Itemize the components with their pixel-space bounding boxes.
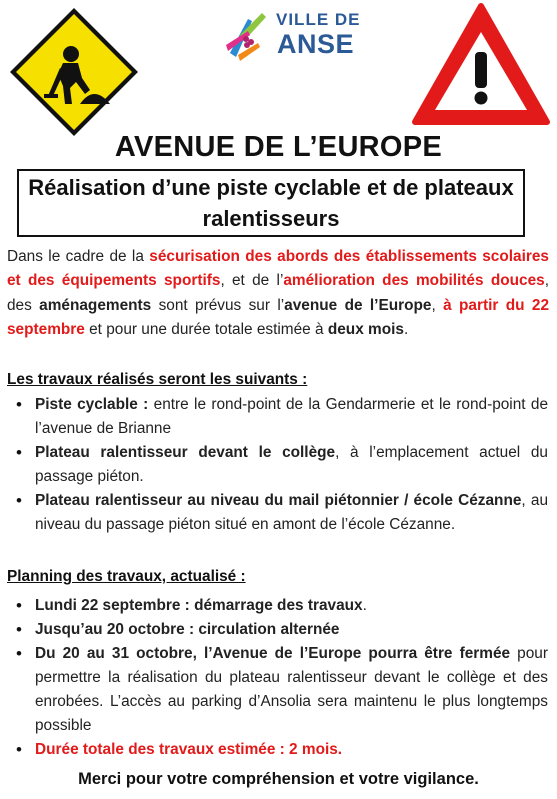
logo-line1: VILLE DE bbox=[276, 10, 361, 29]
list-item-title: Plateau ralentisseur devant le collège bbox=[35, 444, 336, 461]
list-item bbox=[10, 594, 548, 618]
intro-highlight: amélioration des mobilités douces bbox=[283, 272, 545, 290]
list-item-title: Piste cyclable : bbox=[35, 396, 149, 413]
intro-emphasis: deux mois bbox=[327, 320, 404, 338]
list-item-text: entre le rond-point de la Gendarmerie et le rond-point de l’avenue de Brianne bbox=[35, 396, 549, 437]
list-item-text: , au niveau du passage piéton situé en amont de l’école Cézanne. bbox=[35, 492, 548, 533]
planning-heading: Planning des travaux, actualisé : bbox=[7, 568, 246, 585]
logo-line2: ANSE bbox=[277, 29, 355, 59]
list-item-text: . bbox=[362, 597, 367, 614]
list-item bbox=[10, 738, 548, 762]
warning-triangle-icon bbox=[411, 2, 551, 128]
planning-list bbox=[10, 594, 548, 762]
list-item-text: pour permettre la réalisation du plateau ralentisseur devant le collège et des enrobées. L’accès au parking d’Ansolia sera maintenu le plus longtemps possible bbox=[35, 645, 548, 734]
roadworks-sign-icon bbox=[8, 6, 140, 138]
list-item-text: , à l’emplacement actuel du passage piéton. bbox=[35, 444, 548, 485]
intro-paragraph bbox=[7, 245, 549, 342]
intro-text: et pour une durée totale estimée à bbox=[84, 320, 328, 338]
list-item bbox=[10, 642, 548, 738]
closing-message: Merci pour votre compréhension et votre vigilance. bbox=[78, 770, 479, 788]
intro-text: . bbox=[403, 320, 409, 338]
intro-highlight: sécurisation des abords des établissements scolaires et des équipements sportifs bbox=[7, 248, 549, 290]
subtitle-box bbox=[17, 169, 525, 237]
list-item bbox=[10, 489, 548, 537]
list-item-title: Plateau ralentisseur au niveau du mail piétonnier / école Cézanne bbox=[35, 492, 522, 509]
intro-text: , et de l’ bbox=[220, 272, 284, 290]
intro-emphasis: aménagements bbox=[39, 296, 152, 314]
list-item-title: Jusqu’au 20 octobre : circulation alternée bbox=[35, 621, 340, 638]
page-title: AVENUE DE L’EUROPE bbox=[114, 131, 443, 163]
list-item-title: Lundi 22 septembre : démarrage des travaux bbox=[35, 597, 363, 614]
intro-text: sont prévus sur l’ bbox=[151, 296, 285, 314]
total-duration: Durée totale des travaux estimée : 2 mois. bbox=[35, 741, 343, 758]
intro-highlight: à partir du 22 septembre bbox=[7, 296, 550, 338]
intro-text: Dans le cadre de la bbox=[7, 248, 150, 265]
intro-emphasis: avenue de l’Europe bbox=[284, 296, 432, 314]
intro-text: , bbox=[431, 296, 444, 314]
intro-text: , des bbox=[7, 272, 549, 314]
list-item bbox=[10, 618, 548, 642]
works-list bbox=[10, 393, 548, 537]
list-item bbox=[10, 393, 548, 441]
list-item-title: Du 20 au 31 octobre, l’Avenue de l’Europe pourra être fermée bbox=[35, 645, 511, 662]
works-heading: Les travaux réalisés seront les suivants : bbox=[7, 371, 308, 388]
list-item bbox=[10, 441, 548, 489]
subtitle-text: Réalisation d’une piste cyclable et de plateaux ralentisseurs bbox=[28, 175, 514, 231]
